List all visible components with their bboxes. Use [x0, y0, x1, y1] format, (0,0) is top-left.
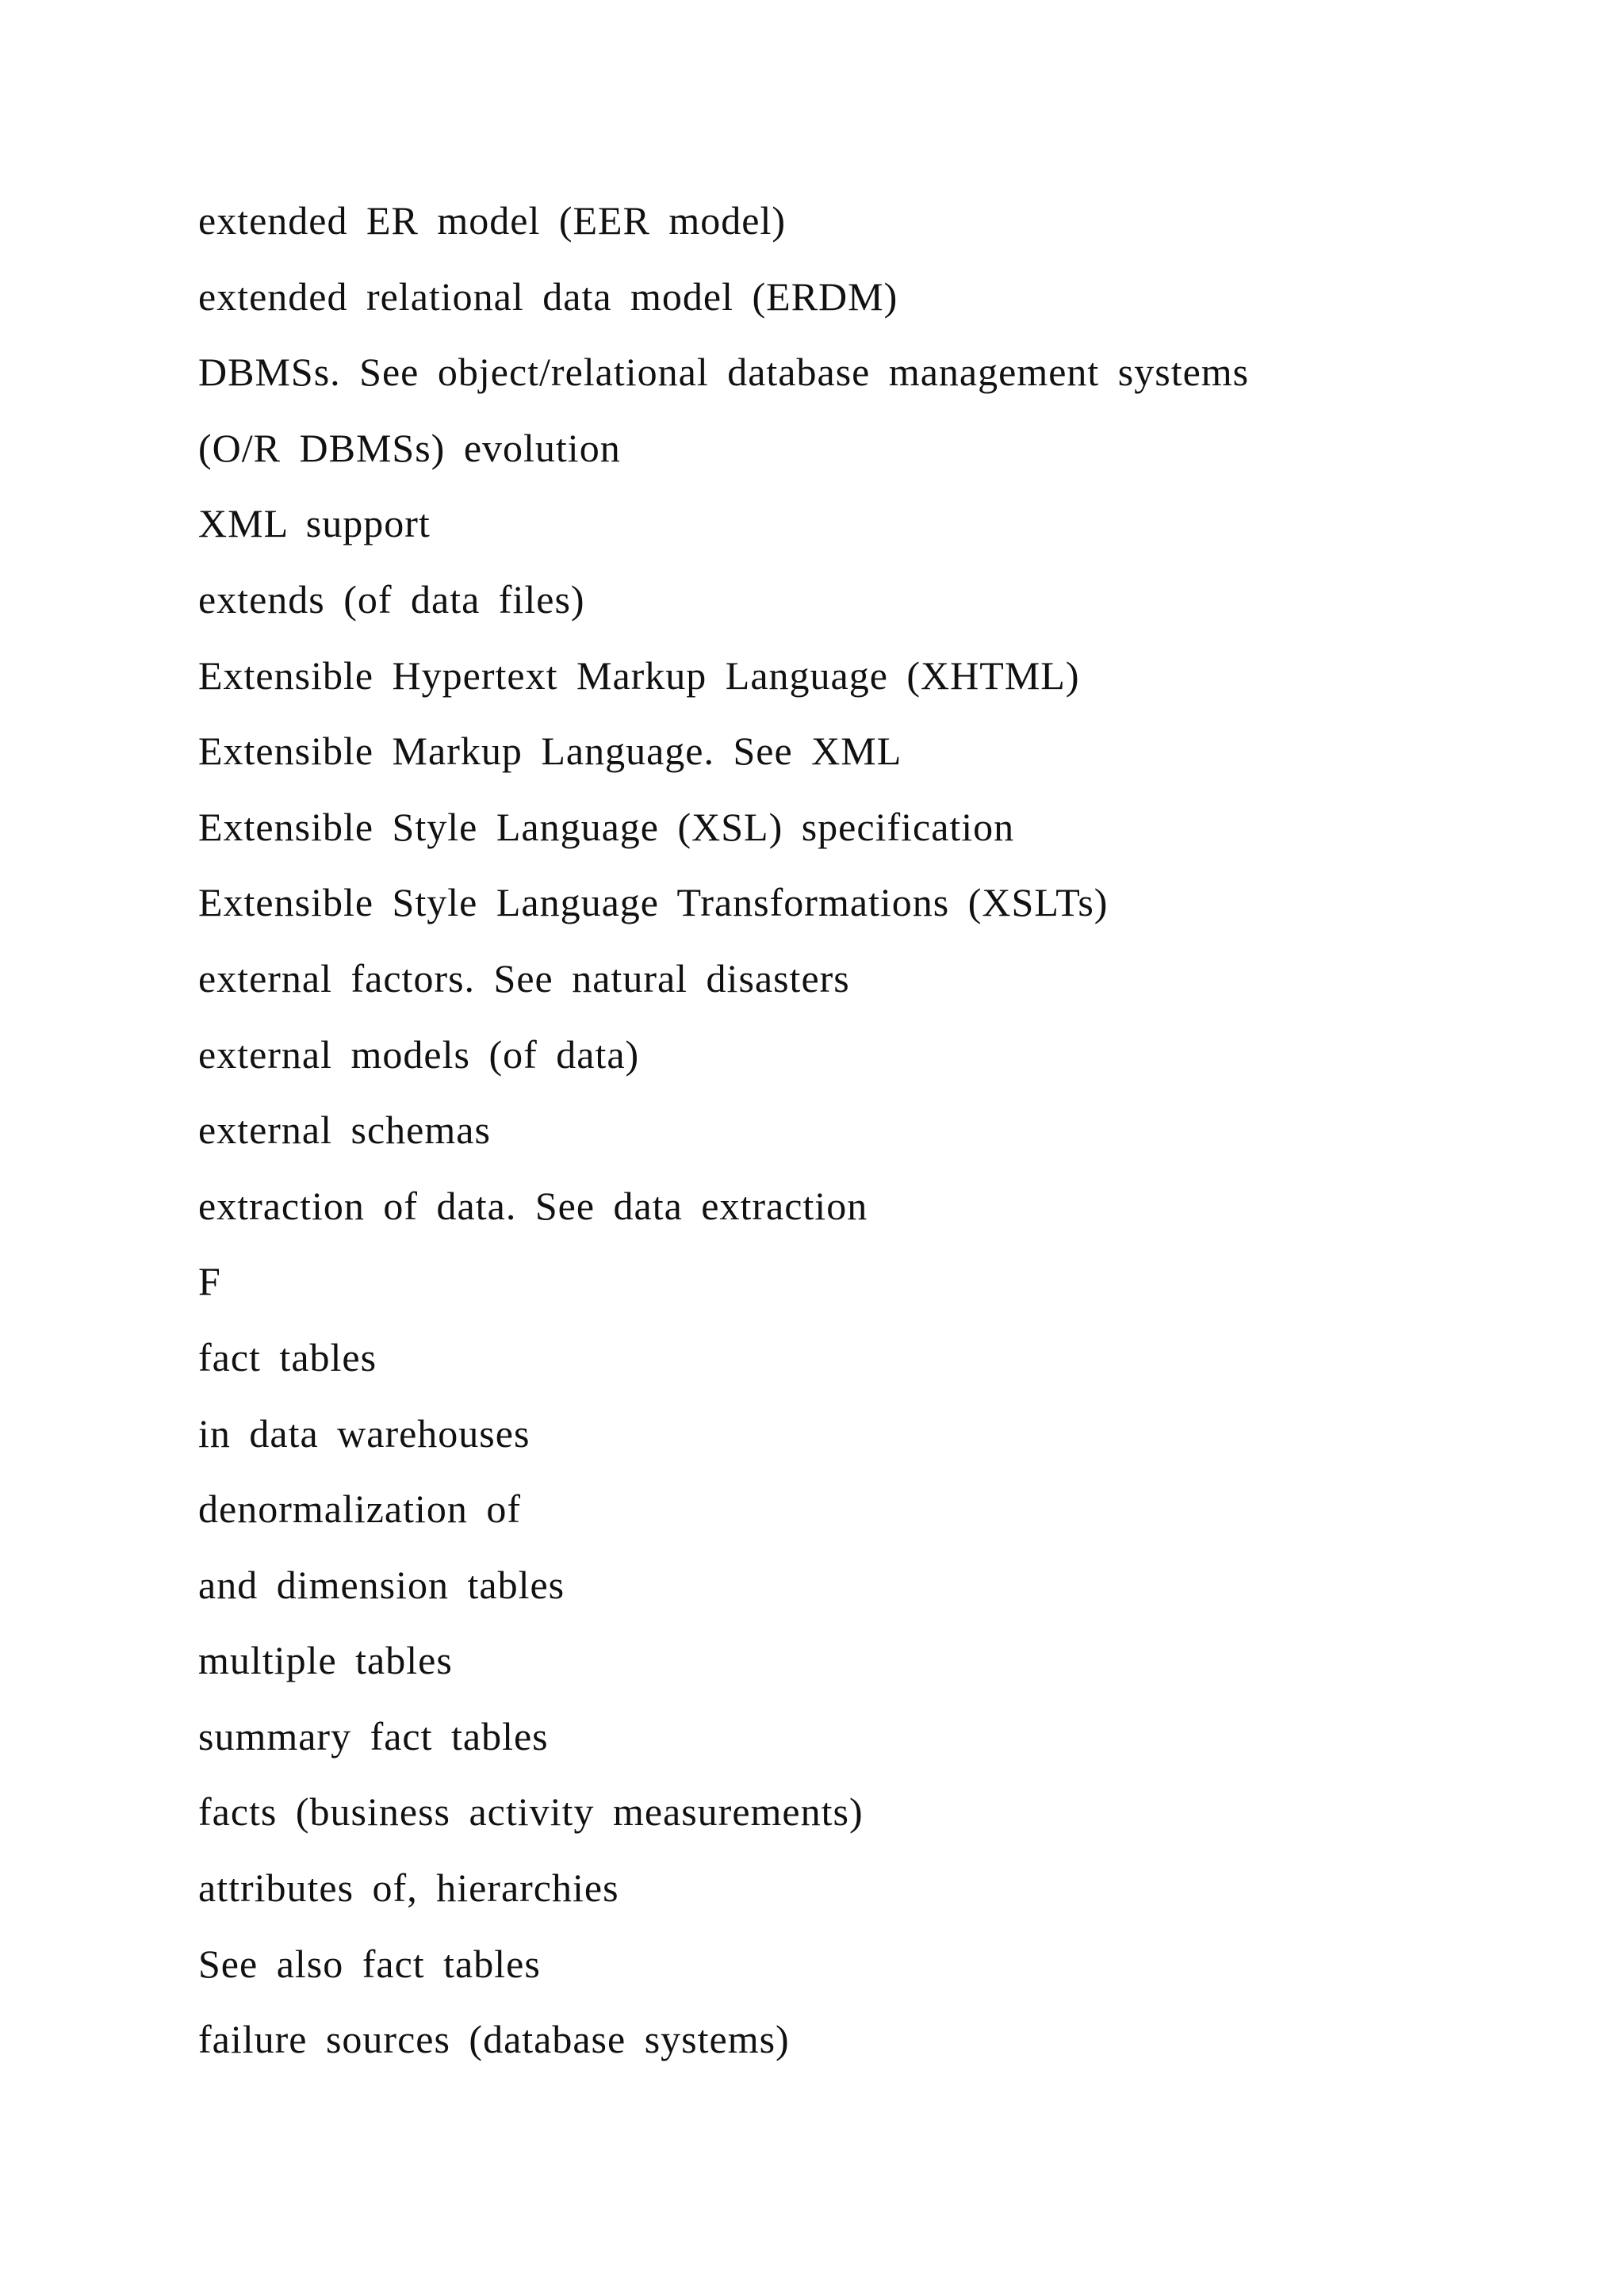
index-entry: and dimension tables: [198, 1562, 565, 1607]
index-entry: summary fact tables: [198, 1713, 549, 1758]
index-entry: Extensible Style Language (XSL) specification: [198, 804, 1015, 849]
index-entry: facts (business activity measurements): [198, 1789, 864, 1835]
index-entry: Extensible Style Language Transformations (XSLTs): [198, 880, 1109, 925]
index-entry: See also fact tables: [198, 1941, 541, 1986]
index-entry: external factors. See natural disasters: [198, 955, 850, 1001]
index-entry: fact tables: [198, 1334, 377, 1380]
index-entry: DBMSs. See object/relational database management systems: [198, 350, 1250, 395]
section-letter-heading: F: [198, 1259, 221, 1304]
index-entry: denormalization of: [198, 1487, 522, 1532]
index-entry: extraction of data. See data extraction: [198, 1183, 868, 1228]
index-entry: Extensible Markup Language. See XML: [198, 729, 902, 774]
index-entry: extends (of data files): [198, 576, 585, 622]
index-entry: external models (of data): [198, 1031, 640, 1077]
index-entry: external schemas: [198, 1108, 491, 1153]
index-entry: (O/R DBMSs) evolution: [198, 425, 621, 470]
index-entry: attributes of, hierarchies: [198, 1866, 619, 1911]
index-entry: XML support: [198, 501, 431, 546]
index-entry-list: [198, 190, 1546, 2085]
index-entry: extended relational data model (ERDM): [198, 274, 898, 319]
index-entry: in data warehouses: [198, 1410, 530, 1456]
index-entry: multiple tables: [198, 1638, 453, 1683]
index-entry: Extensible Hypertext Markup Language (XHTML): [198, 652, 1080, 698]
index-entry: failure sources (database systems): [198, 2017, 790, 2062]
index-entry: extended ER model (EER model): [198, 198, 787, 243]
